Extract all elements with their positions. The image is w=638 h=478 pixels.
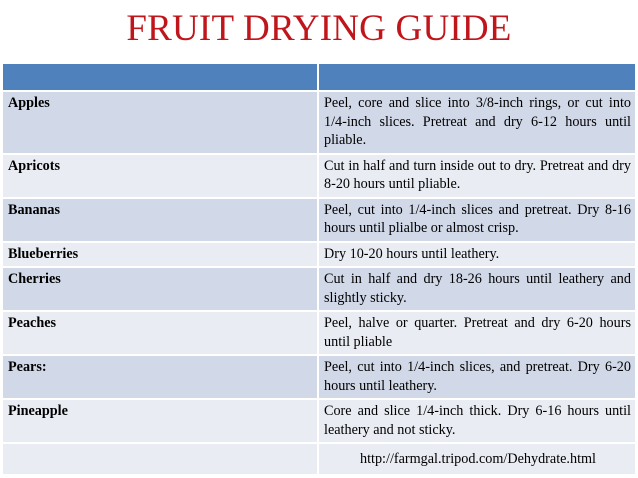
fruit-instructions: Cut in half and dry 18-26 hours until leathery and slightly sticky. — [319, 268, 635, 310]
fruit-instructions: Peel, core and slice into 3/8-inch rings, or cut into 1/4-inch slices. Pretreat and dry 6-12 hours until pliable. — [319, 92, 635, 153]
fruit-name: Cherries — [3, 268, 317, 310]
fruit-name: Bananas — [3, 199, 317, 241]
fruit-name: Peaches — [3, 312, 317, 354]
fruit-instructions: Cut in half and turn inside out to dry. Pretreat and dry 8-20 hours until pliable. — [319, 155, 635, 197]
fruit-drying-table — [3, 64, 635, 474]
fruit-name: Pears: — [3, 356, 317, 398]
fruit-instructions: Dry 10-20 hours until leathery. — [319, 243, 635, 267]
table-footer-empty-cell — [3, 444, 317, 474]
table-header-cell — [3, 64, 317, 90]
fruit-instructions: Peel, cut into 1/4-inch slices, and pretreat. Dry 6-20 hours until leathery. — [319, 356, 635, 398]
table-header-cell — [319, 64, 635, 90]
fruit-name: Apples — [3, 92, 317, 153]
page-title: FRUIT DRYING GUIDE — [126, 8, 512, 49]
fruit-name: Blueberries — [3, 243, 317, 267]
fruit-instructions: Core and slice 1/4-inch thick. Dry 6-16 hours until leathery and not sticky. — [319, 400, 635, 442]
fruit-instructions: Peel, cut into 1/4-inch slices and pretreat. Dry 8-16 hours until plialbe or almost crisp. — [319, 199, 635, 241]
fruit-name: Apricots — [3, 155, 317, 197]
fruit-instructions: Peel, halve or quarter. Pretreat and dry 6-20 hours until pliable — [319, 312, 635, 354]
fruit-name: Pineapple — [3, 400, 317, 442]
source-url: http://farmgal.tripod.com/Dehydrate.html — [319, 444, 635, 474]
